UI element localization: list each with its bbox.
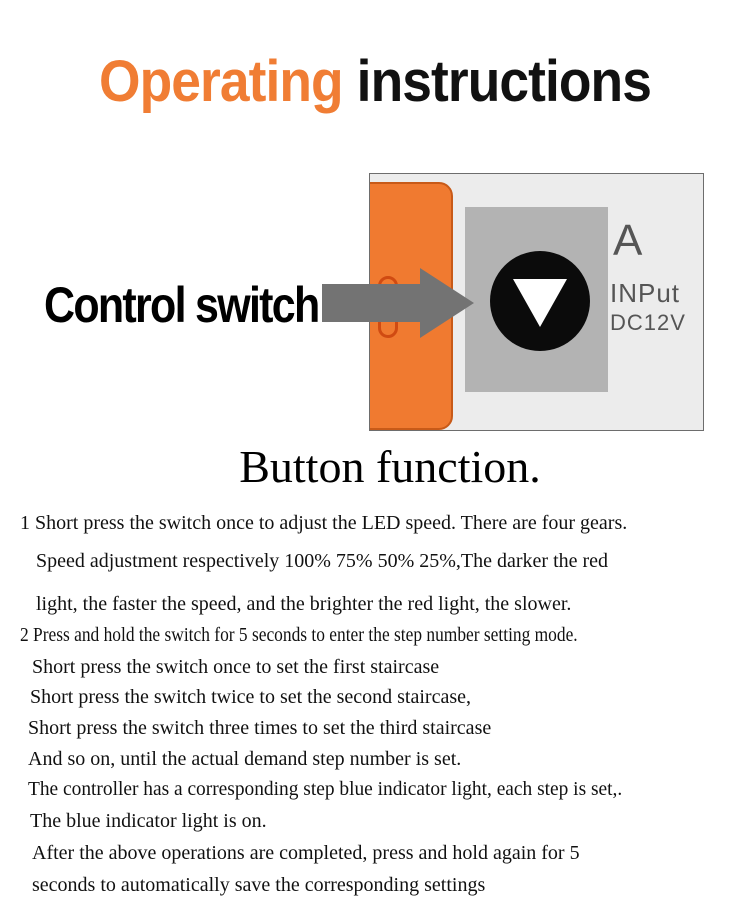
instruction-line: The controller has a corresponding step blue indicator light, each step is set,. [28,778,623,800]
instruction-line: And so on, until the actual demand step number is set. [28,748,462,770]
control-button [490,251,590,351]
section-heading: Button function. [239,441,541,492]
down-triangle-icon [513,279,567,327]
instruction-line: Speed adjustment respectively 100% 75% 50% 25%,The darker the red [36,550,609,572]
panel-letter: A [613,216,643,265]
title-word-instructions: instructions [356,49,651,114]
instruction-line: 2 Press and hold the switch for 5 seconds to enter the step number setting mode. [20,624,578,646]
instruction-line: Short press the switch three times to set the third staircase [28,717,492,739]
arrow-right-icon [322,268,492,338]
instruction-line: light, the faster the speed, and the brighter the red light, the slower. [36,593,572,615]
instruction-line: Short press the switch once to set the first staircase [32,656,440,678]
instruction-line: 1 Short press the switch once to adjust the LED speed. There are four gears. [20,512,628,534]
control-switch-label: Control switch [44,277,319,333]
page-title [30,48,720,115]
voltage-label: DC12V [610,310,686,335]
title-word-operating: Operating [99,49,343,114]
input-label: INPut [610,278,681,308]
instruction-line: The blue indicator light is on. [30,810,267,832]
instruction-line: seconds to automatically save the corresponding settings [32,874,486,896]
instruction-line: Short press the switch twice to set the second staircase, [30,686,471,708]
instruction-line: After the above operations are completed, press and hold again for 5 [32,842,580,864]
